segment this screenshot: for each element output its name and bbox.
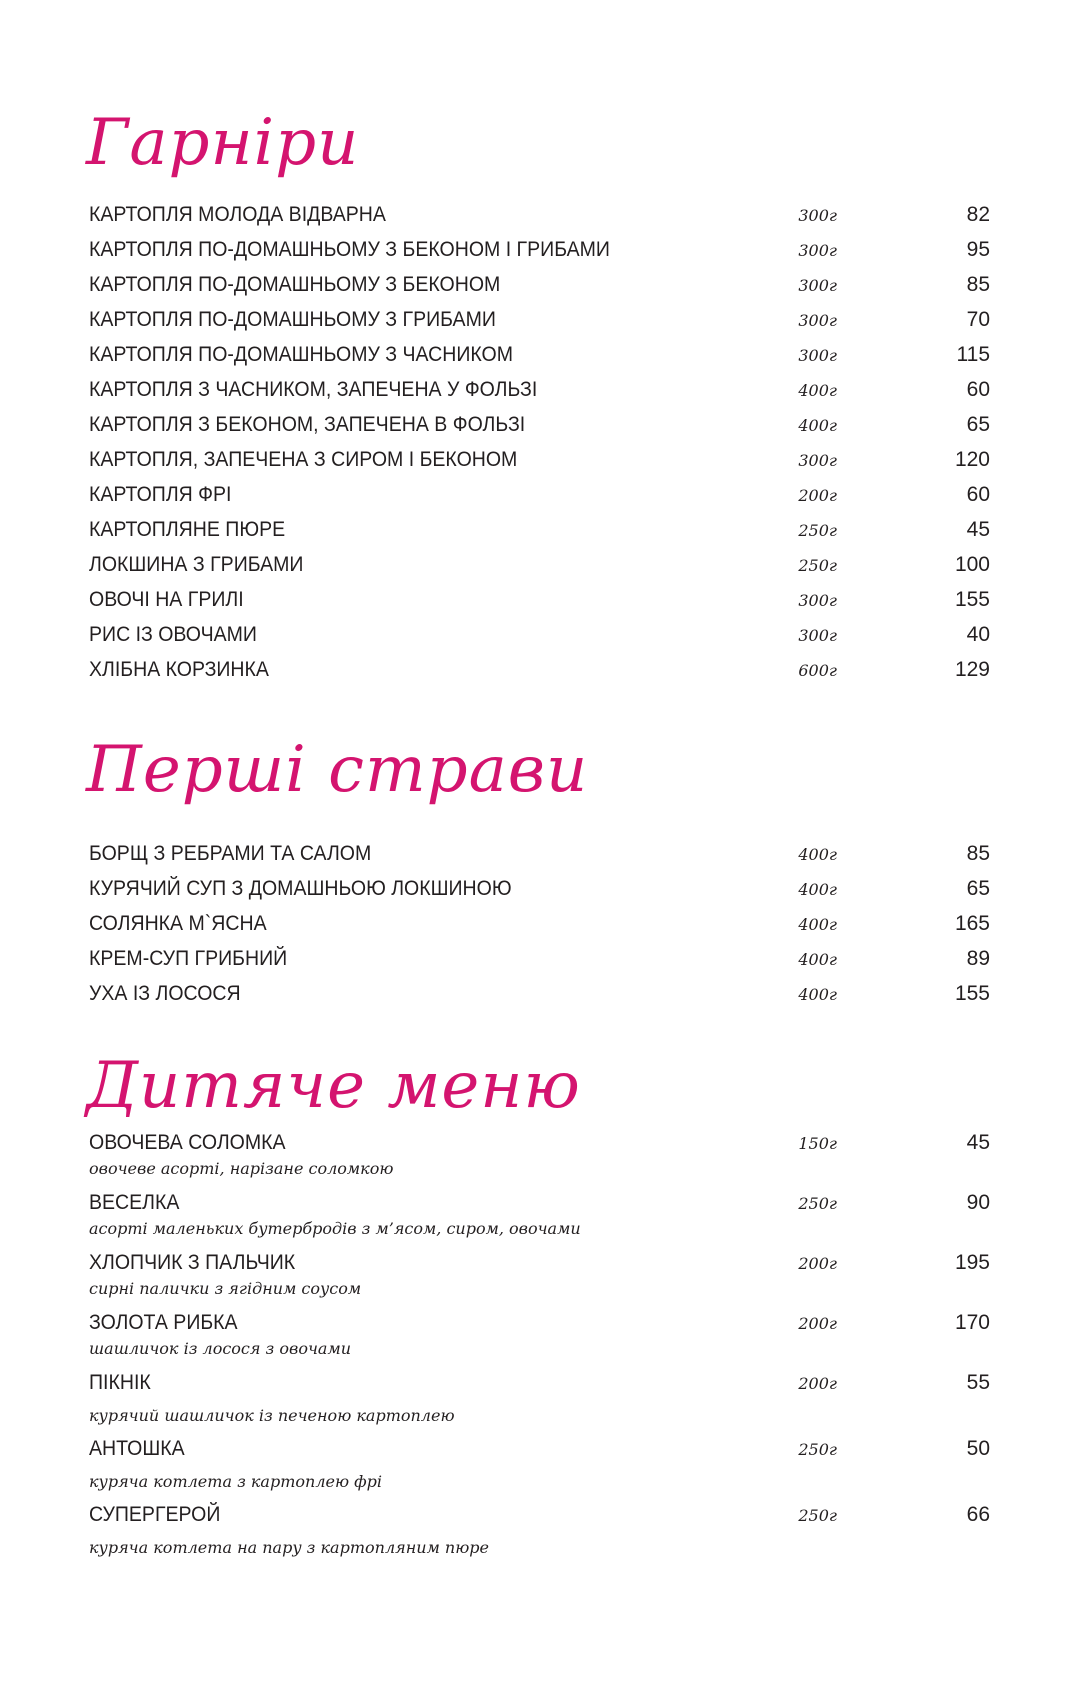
menu-item bbox=[89, 582, 990, 617]
menu-item bbox=[89, 836, 990, 871]
kids-menu-item bbox=[89, 1500, 990, 1556]
item-weight: 150г bbox=[798, 1134, 837, 1153]
item-price: 50 bbox=[966, 1437, 990, 1460]
item-name: КАРТОПЛЯ ПО-ДОМАШНЬОМУ З БЕКОНОМ І ГРИБАМИ bbox=[89, 238, 610, 261]
item-price: 45 bbox=[966, 1131, 990, 1154]
menu-item bbox=[89, 337, 990, 372]
item-price: 65 bbox=[966, 877, 990, 900]
item-name: КРЕМ-СУП ГРИБНИЙ bbox=[89, 947, 288, 970]
item-name: СОЛЯНКА М`ЯСНА bbox=[89, 912, 267, 935]
item-weight: 300г bbox=[798, 591, 837, 610]
item-price: 95 bbox=[966, 238, 990, 261]
menu-item bbox=[89, 442, 990, 477]
item-name: КАРТОПЛЯ, ЗАПЕЧЕНА З СИРОМ І БЕКОНОМ bbox=[89, 448, 518, 471]
item-price: 129 bbox=[954, 658, 990, 681]
item-name: ВЕСЕЛКА bbox=[89, 1191, 180, 1214]
item-name: КАРТОПЛЯ З ЧАСНИКОМ, ЗАПЕЧЕНА У ФОЛЬЗІ bbox=[89, 378, 538, 401]
kids-menu-item bbox=[89, 1434, 990, 1490]
item-name: БОРЩ З РЕБРАМИ ТА САЛОМ bbox=[89, 842, 372, 865]
item-weight: 250г bbox=[798, 1194, 837, 1213]
item-weight: 300г bbox=[798, 276, 837, 295]
item-weight: 200г bbox=[798, 1254, 837, 1273]
item-name: УХА ІЗ ЛОСОСЯ bbox=[89, 982, 241, 1005]
menu-item bbox=[89, 512, 990, 547]
item-price: 60 bbox=[966, 378, 990, 401]
item-weight: 400г bbox=[798, 381, 837, 400]
item-price: 90 bbox=[966, 1191, 990, 1214]
menu-item bbox=[89, 547, 990, 582]
item-description: куряча котлета на пару з картопляним пюре bbox=[89, 1538, 490, 1557]
item-name: АНТОШКА bbox=[89, 1437, 185, 1460]
section-title-kids: Дитяче меню bbox=[86, 1049, 581, 1123]
item-name: ЗОЛОТА РИБКА bbox=[89, 1311, 238, 1334]
item-name: КАРТОПЛЯ МОЛОДА ВІДВАРНА bbox=[89, 203, 386, 226]
item-name: РИС ІЗ ОВОЧАМИ bbox=[89, 623, 257, 646]
item-weight: 200г bbox=[798, 1374, 837, 1393]
item-weight: 400г bbox=[798, 915, 837, 934]
item-weight: 400г bbox=[798, 985, 837, 1004]
item-weight: 250г bbox=[798, 1506, 837, 1525]
section-title-soups: Перші страви bbox=[86, 733, 589, 807]
item-name: КАРТОПЛЯ З БЕКОНОМ, ЗАПЕЧЕНА В ФОЛЬЗІ bbox=[89, 413, 526, 436]
item-name: КАРТОПЛЯ ПО-ДОМАШНЬОМУ З БЕКОНОМ bbox=[89, 273, 501, 296]
menu-item bbox=[89, 302, 990, 337]
item-description: сирні палички з ягідним соусом bbox=[89, 1279, 362, 1298]
item-weight: 300г bbox=[798, 206, 837, 225]
item-name: КАРТОПЛЯ ПО-ДОМАШНЬОМУ З ГРИБАМИ bbox=[89, 308, 496, 331]
menu-item bbox=[89, 617, 990, 652]
item-weight: 400г bbox=[798, 416, 837, 435]
item-weight: 400г bbox=[798, 950, 837, 969]
item-weight: 300г bbox=[798, 346, 837, 365]
item-price: 85 bbox=[966, 842, 990, 865]
item-price: 195 bbox=[954, 1251, 990, 1274]
soups-list bbox=[89, 836, 990, 1011]
item-weight: 300г bbox=[798, 451, 837, 470]
item-price: 40 bbox=[966, 623, 990, 646]
garnish-list bbox=[89, 197, 990, 687]
item-price: 70 bbox=[966, 308, 990, 331]
item-name: ХЛІБНА КОРЗИНКА bbox=[89, 658, 269, 681]
item-name: СУПЕРГЕРОЙ bbox=[89, 1503, 221, 1526]
item-description: шашличок із лосося з овочами bbox=[89, 1339, 352, 1358]
item-weight: 250г bbox=[798, 521, 837, 540]
item-weight: 600г bbox=[798, 661, 837, 680]
item-name: ХЛОПЧИК З ПАЛЬЧИК bbox=[89, 1251, 296, 1274]
kids-menu-item bbox=[89, 1308, 990, 1364]
item-price: 60 bbox=[966, 483, 990, 506]
item-name: ПІКНІК bbox=[89, 1371, 151, 1394]
kids-menu-item bbox=[89, 1188, 990, 1244]
item-weight: 400г bbox=[798, 880, 837, 899]
section-title-garnish: Гарніри bbox=[86, 106, 360, 180]
item-price: 82 bbox=[966, 203, 990, 226]
menu-item bbox=[89, 197, 990, 232]
item-weight: 250г bbox=[798, 1440, 837, 1459]
item-weight: 200г bbox=[798, 1314, 837, 1333]
menu-item bbox=[89, 906, 990, 941]
menu-item bbox=[89, 407, 990, 442]
item-price: 155 bbox=[954, 588, 990, 611]
menu-item bbox=[89, 372, 990, 407]
item-name: КУРЯЧИЙ СУП З ДОМАШНЬОЮ ЛОКШИНОЮ bbox=[89, 877, 512, 900]
item-price: 170 bbox=[954, 1311, 990, 1334]
item-price: 85 bbox=[966, 273, 990, 296]
item-price: 120 bbox=[954, 448, 990, 471]
kids-menu-item bbox=[89, 1248, 990, 1304]
item-description: куряча котлета з картоплею фрі bbox=[89, 1472, 383, 1491]
item-weight: 400г bbox=[798, 845, 837, 864]
item-description: асорті маленьких бутербродів з м’ясом, сиром, овочами bbox=[89, 1219, 581, 1238]
item-name: ЛОКШИНА З ГРИБАМИ bbox=[89, 553, 304, 576]
menu-item bbox=[89, 267, 990, 302]
item-price: 89 bbox=[966, 947, 990, 970]
item-description: овочеве асорті, нарізане соломкою bbox=[89, 1159, 394, 1178]
item-name: КАРТОПЛЯ ПО-ДОМАШНЬОМУ З ЧАСНИКОМ bbox=[89, 343, 514, 366]
item-weight: 300г bbox=[798, 241, 837, 260]
item-price: 165 bbox=[954, 912, 990, 935]
menu-item bbox=[89, 477, 990, 512]
item-price: 45 bbox=[966, 518, 990, 541]
item-price: 115 bbox=[956, 343, 990, 366]
item-price: 55 bbox=[966, 1371, 990, 1394]
item-price: 100 bbox=[954, 553, 990, 576]
item-weight: 250г bbox=[798, 556, 837, 575]
kids-menu-item bbox=[89, 1128, 990, 1184]
menu-item bbox=[89, 871, 990, 906]
item-name: ОВОЧЕВА СОЛОМКА bbox=[89, 1131, 286, 1154]
menu-item bbox=[89, 232, 990, 267]
item-weight: 300г bbox=[798, 311, 837, 330]
item-price: 65 bbox=[966, 413, 990, 436]
item-name: ОВОЧІ НА ГРИЛІ bbox=[89, 588, 244, 611]
item-price: 155 bbox=[954, 982, 990, 1005]
menu-item bbox=[89, 652, 990, 687]
item-name: КАРТОПЛЯ ФРІ bbox=[89, 483, 232, 506]
menu-item bbox=[89, 941, 990, 976]
item-weight: 300г bbox=[798, 626, 837, 645]
item-description: курячий шашличок із печеною картоплею bbox=[89, 1406, 455, 1425]
item-name: КАРТОПЛЯНЕ ПЮРЕ bbox=[89, 518, 286, 541]
item-price: 66 bbox=[966, 1503, 990, 1526]
kids-menu-item bbox=[89, 1368, 990, 1424]
menu-item bbox=[89, 976, 990, 1011]
item-weight: 200г bbox=[798, 486, 837, 505]
